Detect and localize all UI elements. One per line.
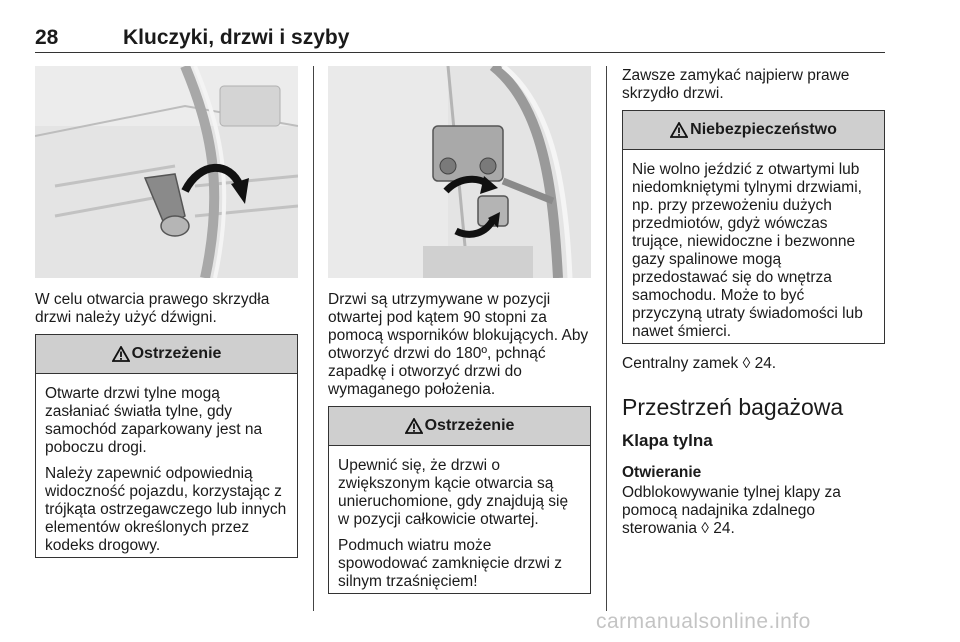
warning-paragraph: Upewnić się, że drzwi o zwiększonym kącie otwarcia są unieruchomione, gdy znajdują się w pozycji całkowicie otwartej. <box>338 457 569 528</box>
danger-box-exhaust <box>622 110 885 344</box>
danger-body <box>623 150 884 349</box>
chapter-title: Kluczyki, drzwi i szyby <box>123 26 350 49</box>
warning-header <box>36 335 297 374</box>
warning-paragraph: Podmuch wiatru może spowodować zamknięcie drzwi z silnym trzaśnięciem! <box>338 537 562 590</box>
tailgate-opening-text: Odblokowywanie tylnej klapy za pomocą nadajnika zdalnego sterowania ◊ 24. <box>622 484 841 537</box>
door-lever-illustration <box>35 66 298 278</box>
figure-door-lever <box>35 66 298 278</box>
warning-box-wind <box>328 406 591 594</box>
door-hold-text: Drzwi są utrzymywane w pozycji otwartej pod kątem 90 stopni za pomocą wsporników blokujących. Aby otworzyć drzwi do 180º, pchnąć zapadkę i otworzyć drzwi do wymaganego położenia. <box>328 291 589 398</box>
heading-opening: Otwieranie <box>622 464 702 481</box>
watermark: carmanualsonline.info <box>596 610 811 633</box>
close-order-text: Zawsze zamykać najpierw prawe skrzydło drzwi. <box>622 67 850 102</box>
section-title-luggage: Przestrzeń bagażowa <box>622 394 844 420</box>
warning-triangle-icon <box>405 418 423 434</box>
warning-box-visibility <box>35 334 298 558</box>
warning-title: Ostrzeżenie <box>424 417 515 434</box>
lever-instruction-text: W celu otwarcia prawego skrzydła drzwi należy użyć dźwigni. <box>35 291 270 326</box>
warning-title: Ostrzeżenie <box>131 345 222 362</box>
warning-triangle-icon <box>670 122 688 138</box>
danger-paragraph: Nie wolno jeździć z otwartymi lub niedomkniętymi tylnymi drzwiami, np. przy przewożeniu dużych przedmiotów, gdyż wówczas trujące, niewidoczne i bezwonne gazy spalinowe mogą przedostawać się do wnętrza samochodu. Może to być przyczyną utraty świadomości lub nawet śmierci. <box>632 161 863 340</box>
warning-body <box>329 446 590 599</box>
warning-triangle-icon <box>112 346 130 362</box>
column-divider-1 <box>313 66 314 611</box>
warning-paragraph: Należy zapewnić odpowiednią widoczność pojazdu, korzystając z trójkąta ostrzegawczego lub innych elementów określonych przez kodeks drogowy. <box>45 465 287 554</box>
danger-title: Niebezpieczeństwo <box>690 121 837 138</box>
column-divider-2 <box>606 66 607 611</box>
subsection-title-tailgate: Klapa tylna <box>622 431 713 450</box>
warning-paragraph: Otwarte drzwi tylne mogą zasłaniać światła tylne, gdy samochód zaparkowany jest na poboczu drogi. <box>45 385 263 456</box>
page-number: 28 <box>35 26 59 49</box>
page-header <box>35 26 885 52</box>
warning-header <box>329 407 590 446</box>
central-lock-reference[interactable]: Centralny zamek ◊ 24. <box>622 355 777 372</box>
danger-header <box>623 111 884 150</box>
warning-body <box>36 374 297 563</box>
door-stop-illustration <box>328 66 591 278</box>
header-rule <box>35 52 885 53</box>
figure-door-stop <box>328 66 591 278</box>
